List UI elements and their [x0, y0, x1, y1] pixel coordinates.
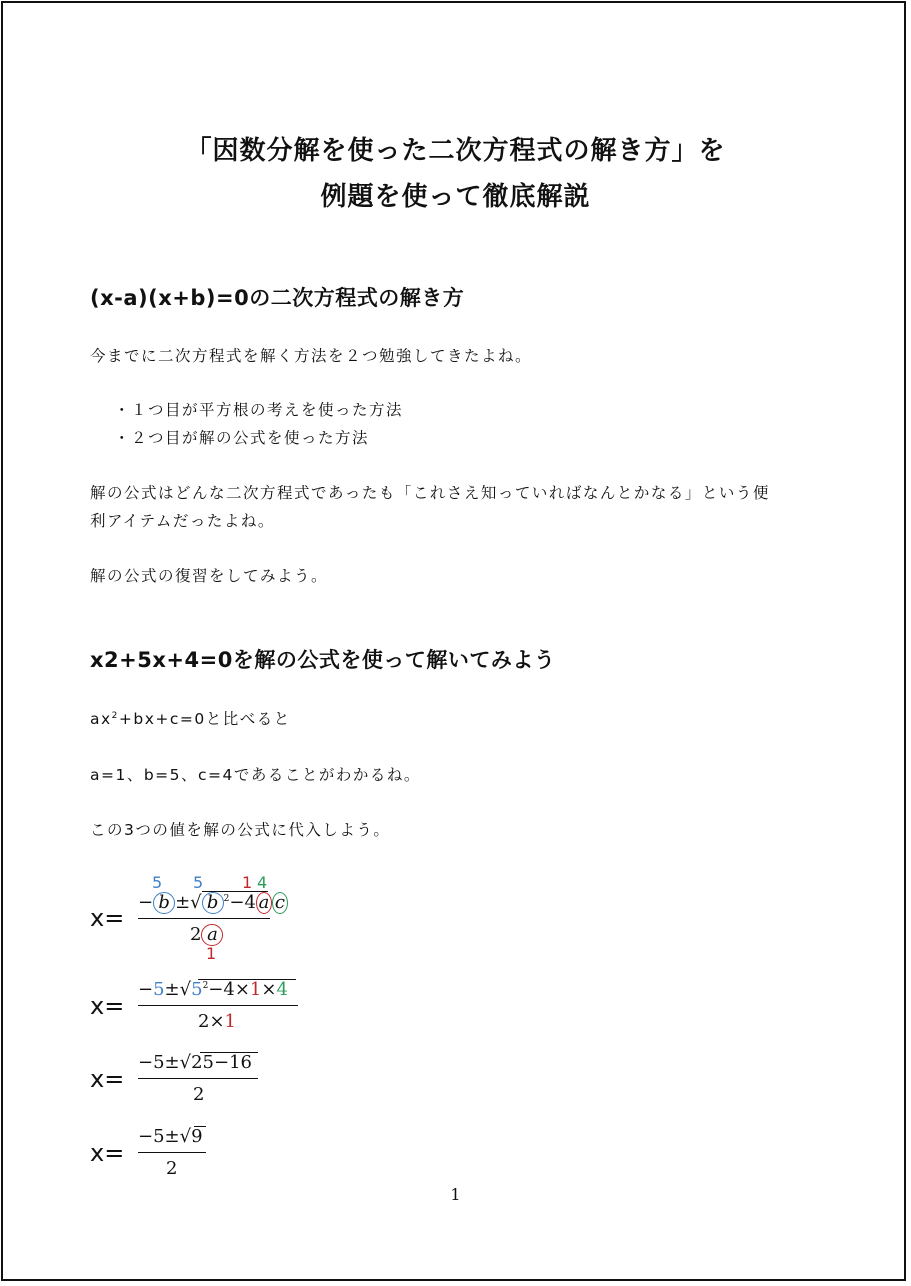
fraction-bar-1 — [138, 918, 270, 919]
numerator-b-circled: b — [153, 892, 175, 914]
compare-pre: ax — [90, 710, 112, 728]
section-heading-factoring: (x-a)(x+b)=0の二次方程式の解き方 — [90, 286, 465, 310]
root-vinculum-2 — [198, 979, 296, 980]
paragraph-formula-line-1: 解の公式はどんな二次方程式であったも「これさえ知っていればなんとかなる」という便 — [90, 484, 770, 502]
root-vinculum-1 — [202, 891, 268, 892]
formula-substituted — [90, 975, 310, 1035]
annotation-c-value: 4 — [257, 873, 268, 892]
annotation-b-value-1: 5 — [152, 873, 163, 892]
compare-post: +bx+c=0と比べると — [118, 710, 291, 728]
fraction-bar-4 — [138, 1152, 206, 1153]
annotation-a-value: 1 — [242, 873, 253, 892]
denominator-a-circled: a — [201, 924, 223, 946]
denominator-one: 1 — [224, 1011, 236, 1032]
compare-paragraph — [90, 707, 291, 729]
formula-simplified-2 — [90, 1122, 290, 1182]
numerator-five: 5 — [153, 979, 165, 1000]
page-number: 1 — [450, 1185, 461, 1204]
page-title-line-2: 例題を使って徹底解説 — [320, 182, 591, 212]
annotation-b-value-2: 5 — [193, 873, 204, 892]
intro-paragraph: 今までに二次方程式を解く方法を２つ勉強してきたよね。 — [90, 347, 533, 365]
x-equals-label: x= — [90, 1139, 125, 1167]
numerator-plusminus-root: ±√ — [175, 892, 202, 913]
numerator-five-squared: 5 — [191, 979, 203, 1000]
fraction-bar-3 — [138, 1078, 258, 1079]
review-paragraph: 解の公式の復習をしてみよう。 — [90, 567, 329, 585]
formula-general-numerator — [138, 892, 288, 914]
numerator-square: 2 — [202, 981, 209, 991]
denominator-two-times: 2× — [198, 1011, 225, 1032]
numerator-times: × — [261, 979, 277, 1000]
x-equals-label: x= — [90, 1065, 125, 1093]
numerator-minus-four-times: −4× — [208, 979, 250, 1000]
numerator-minus: − — [138, 979, 154, 1000]
page-title-line-1: 「因数分解を使った二次方程式の解き方」を — [185, 136, 726, 166]
numerator-a-circled: a — [256, 892, 272, 914]
bullet-item-2: ・２つ目が解の公式を使った方法 — [114, 429, 370, 447]
formula-general-denominator — [190, 924, 223, 946]
substitute-paragraph: この3つの値を解の公式に代入しよう。 — [90, 821, 391, 839]
annotation-denominator-a-value: 1 — [206, 944, 217, 963]
values-paragraph: a=1、b=5、c=4であることがわかるね。 — [90, 766, 421, 784]
formula-simplified-1-numerator: −5±√25−16 — [138, 1052, 252, 1073]
numerator-minus-four: −4 — [229, 892, 256, 913]
numerator-minus: − — [138, 892, 154, 913]
numerator-four: 4 — [276, 979, 288, 1000]
formula-general — [90, 872, 290, 962]
numerator-one: 1 — [249, 979, 262, 1000]
numerator-c-circled: c — [272, 892, 288, 914]
root-vinculum-4 — [194, 1126, 206, 1127]
numerator-b-squared-circled: b — [202, 892, 224, 914]
x-equals-label: x= — [90, 904, 125, 932]
denominator-two: 2 — [190, 924, 202, 945]
compare-superscript: 2 — [111, 710, 119, 721]
root-vinculum-3 — [200, 1052, 258, 1053]
formula-simplified-2-denominator: 2 — [166, 1158, 178, 1179]
formula-substituted-numerator — [138, 979, 288, 1000]
fraction-bar-2 — [138, 1005, 298, 1006]
formula-simplified-2-numerator: −5±√9 — [138, 1126, 203, 1147]
numerator-square: 2 — [223, 894, 230, 904]
paragraph-formula-line-2: 利アイテムだったよね。 — [90, 512, 275, 530]
section-heading-example: x2+5x+4=0を解の公式を使って解いてみよう — [90, 648, 556, 672]
formula-simplified-1 — [90, 1048, 290, 1108]
bullet-item-1: ・１つ目が平方根の考えを使った方法 — [114, 401, 404, 419]
formula-simplified-1-denominator: 2 — [193, 1084, 205, 1105]
numerator-plusminus-root: ±√ — [164, 979, 192, 1000]
x-equals-label: x= — [90, 992, 125, 1020]
formula-substituted-denominator — [198, 1011, 236, 1032]
